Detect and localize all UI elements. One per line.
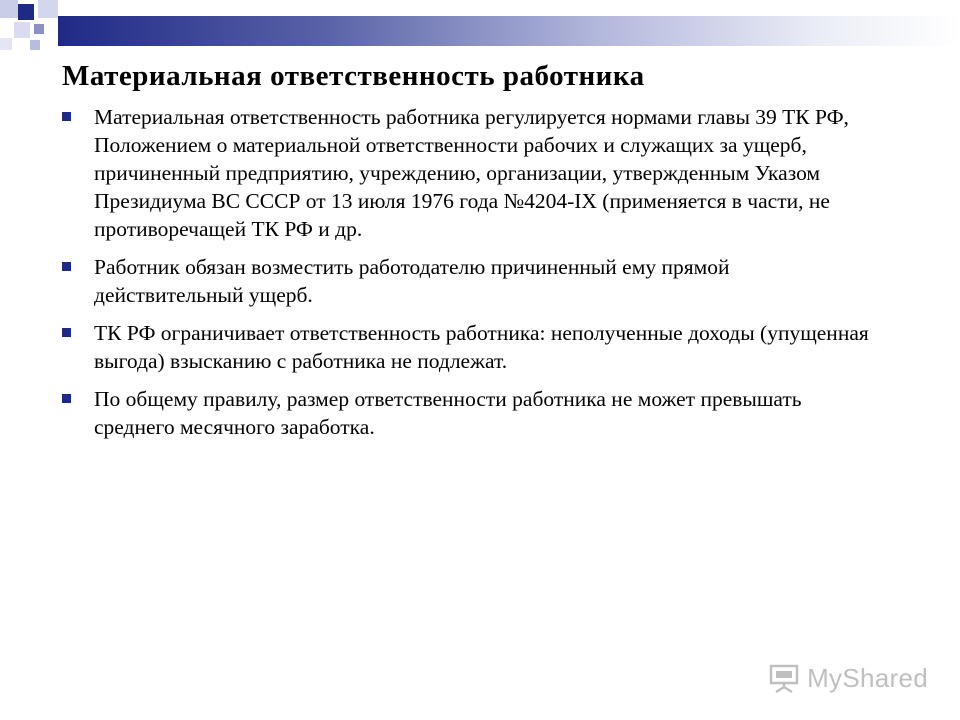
decor-square bbox=[38, 0, 58, 18]
bullet-text: Материальная ответственность работника регулируется нормами главы 39 ТК РФ, Положением о материальной ответственности рабочих и служащих за ущерб, причиненный предприятию, учреждению, организации, утвержденным Указом Президиума ВС СССР от 13 июля 1976 года №4204-IX (применяется в части, не противоречащей ТК РФ и др. bbox=[94, 105, 849, 241]
bullet-item bbox=[62, 385, 882, 441]
bullet-text: ТК РФ ограничивает ответственность работника: неполученные доходы (упущенная выгода) взысканию с работника не подлежат. bbox=[94, 321, 869, 373]
decor-square bbox=[0, 0, 18, 18]
bullet-text: По общему правилу, размер ответственности работника не может превышать среднего месячного заработка. bbox=[94, 387, 802, 439]
header-gradient-bar bbox=[58, 16, 960, 46]
slide-title: Материальная ответственность работника bbox=[62, 60, 645, 92]
bullet-text: Работник обязан возместить работодателю причиненный ему прямой действительный ущерб. bbox=[94, 255, 730, 307]
watermark-logo bbox=[767, 663, 928, 694]
square-bullet-icon bbox=[62, 262, 71, 271]
decor-square bbox=[34, 24, 44, 34]
square-bullet-icon bbox=[62, 394, 71, 403]
bullet-item bbox=[62, 103, 882, 243]
decor-square bbox=[14, 22, 30, 38]
square-bullet-icon bbox=[62, 328, 71, 337]
bullet-list bbox=[62, 103, 882, 451]
watermark-text: MyShared bbox=[807, 663, 928, 693]
bullet-item bbox=[62, 253, 882, 309]
bullet-item bbox=[62, 319, 882, 375]
square-bullet-icon bbox=[62, 112, 71, 121]
decor-square bbox=[30, 40, 40, 50]
presentation-board-icon bbox=[767, 664, 801, 694]
decor-square bbox=[18, 4, 34, 20]
decor-square bbox=[0, 38, 12, 50]
